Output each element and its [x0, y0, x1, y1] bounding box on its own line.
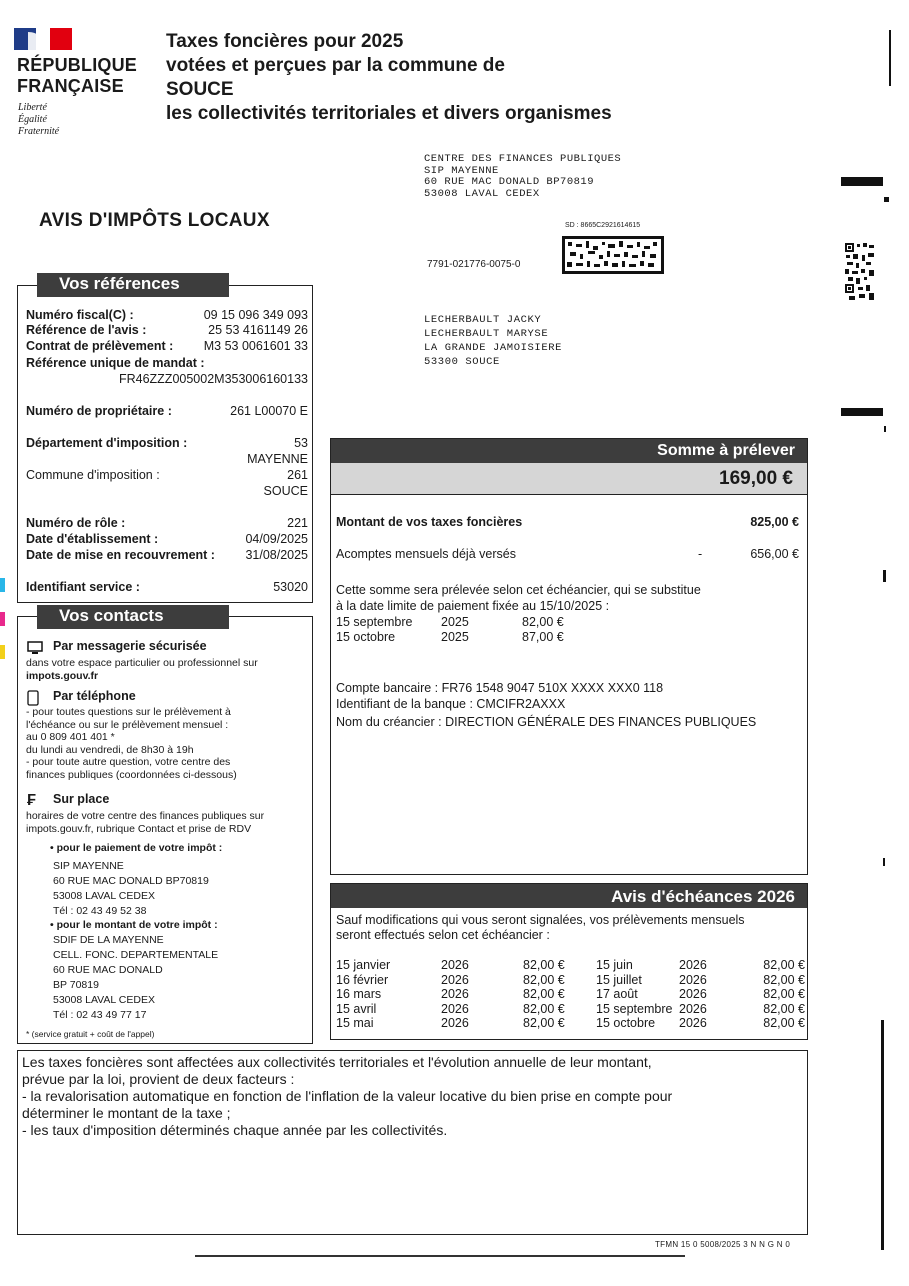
montant-line: 53008 LAVAL CEDEX: [53, 994, 155, 1006]
scan-mark: [884, 197, 889, 202]
montant-line: Tél : 02 43 49 77 17: [53, 1009, 147, 1021]
color-mark: [0, 645, 5, 659]
montant-label: Montant de vos taxes foncières: [336, 515, 523, 529]
scan-mark: [883, 858, 885, 866]
commune-row: [26, 468, 308, 483]
departement-label: Département d'imposition :: [26, 436, 188, 450]
schedule-row: [336, 629, 799, 645]
mandat-row: [26, 356, 308, 371]
recipient-line: LA GRANDE JAMOISIERE: [424, 342, 563, 354]
echeance-date: 16 février: [336, 972, 389, 987]
address-line: CENTRE DES FINANCES PUBLIQUES: [424, 153, 622, 165]
echeance-amount: 82,00 €: [763, 972, 805, 987]
echeance-amount: 82,00 €: [523, 972, 565, 987]
somme-amount: 169,00 €: [331, 463, 807, 495]
title-line: SOUCE: [166, 79, 234, 100]
banque-row: Identifiant de la banque : CMCIFR2AXXX: [336, 697, 566, 711]
color-mark: [0, 612, 5, 626]
title-line: Taxes foncières pour 2025: [166, 31, 404, 52]
echeances-title: Avis d'échéances 2026: [331, 884, 807, 908]
info-box: [17, 1050, 808, 1235]
commune-num: 261: [287, 468, 308, 482]
reference-avis-label: Référence de l'avis :: [26, 323, 147, 337]
commune-label: Commune d'imposition :: [26, 468, 160, 482]
surplace-line: horaires de votre centre des finances publiques sur: [26, 810, 265, 822]
scan-mark: [841, 408, 883, 416]
address-line: 53008 LAVAL CEDEX: [424, 187, 540, 200]
scan-mark: [883, 570, 886, 582]
contrat-label: Contrat de prélèvement :: [26, 339, 174, 353]
marianne-logo: [14, 28, 72, 50]
proprietaire-row: [26, 404, 308, 419]
recipient-line: LECHERBAULT JACKY: [424, 314, 542, 326]
computer-icon: [27, 641, 43, 655]
telephone-line: - pour toutes questions sur le prélèvement à: [26, 706, 231, 718]
title-line: les collectivités territoriales et divers organismes: [166, 103, 612, 124]
schedule-text-line: à la date limite de paiement fixée au 15/10/2025 :: [336, 599, 610, 613]
scan-mark: [884, 426, 886, 432]
etablissement-value: 04/09/2025: [245, 532, 308, 546]
telephone-line: du lundi au vendredi, de 8h30 à 19h: [26, 743, 194, 756]
messagerie-link[interactable]: impots.gouv.fr: [26, 670, 99, 682]
echeance-year: 2026: [679, 972, 707, 987]
echeances-intro-line: Sauf modifications qui vous seront signalées, vos prélèvements mensuels: [336, 913, 745, 927]
echeances-intro: [336, 913, 799, 943]
messagerie-title: Par messagerie sécurisée: [53, 639, 207, 653]
echeance-amount: 82,00 €: [763, 987, 805, 1001]
schedule-year: 2025: [441, 630, 469, 644]
echeance-year: 2026: [441, 972, 469, 987]
departement-name: MAYENNE: [247, 452, 308, 466]
schedule-date: 15 septembre: [336, 615, 413, 629]
surplace-title: Sur place: [53, 792, 110, 806]
motto-egalite: Égalité: [18, 114, 47, 125]
acomptes-value: 656,00 €: [750, 547, 799, 561]
scan-mark: [881, 1020, 884, 1250]
qr-code: [845, 243, 875, 301]
document-title: AVIS D'IMPÔTS LOCAUX: [39, 210, 270, 231]
echeance-year: 2026: [441, 987, 469, 1001]
bank-building-icon: ₣: [27, 792, 36, 809]
footer-rule: [195, 1255, 685, 1257]
role-row: [26, 516, 308, 531]
paiement-line: SIP MAYENNE: [53, 860, 124, 872]
echeance-year: 2026: [679, 1016, 707, 1030]
reference-avis-value: 25 53 4161149 26: [208, 323, 308, 337]
contrat-value: M3 53 0061601 33: [203, 339, 308, 353]
montant-line: CELL. FONC. DEPARTEMENTALE: [53, 949, 219, 961]
echeance-amount: 82,00 €: [523, 987, 565, 1001]
contrat-row: [26, 339, 308, 354]
departement-num: 53: [294, 436, 308, 450]
telephone-info: [26, 706, 306, 781]
recipient-line: 53300 SOUCE: [424, 356, 500, 368]
telephone-title: Par téléphone: [53, 689, 136, 703]
datamatrix-code: [562, 236, 664, 274]
service-row: [26, 580, 308, 595]
messagerie-text: dans votre espace particulier ou professionnel sur: [26, 657, 258, 669]
echeance-year: 2026: [679, 958, 707, 972]
echeance-date: 15 juin: [596, 958, 633, 972]
echeance-amount: 82,00 €: [763, 1016, 805, 1030]
montant-value: 825,00 €: [750, 515, 799, 529]
paiement-line: Tél : 02 43 49 52 38: [53, 905, 147, 917]
montant-line: BP 70819: [53, 979, 99, 991]
republic-line-2: FRANÇAISE: [17, 76, 124, 96]
recouvrement-label: Date de mise en recouvrement :: [26, 548, 215, 562]
echeance-date: 15 mai: [336, 1016, 374, 1030]
echeance-year: 2026: [679, 987, 707, 1001]
motto-fraternite: Fraternité: [18, 126, 60, 137]
somme-title: Somme à prélever: [331, 439, 807, 463]
color-mark: [0, 578, 5, 592]
acomptes-label: Acomptes mensuels déjà versés: [336, 547, 516, 561]
header-title: [166, 30, 612, 126]
echeance-date: 17 août: [596, 987, 638, 1001]
reference-code: 7791-021776-0075-0: [427, 259, 521, 270]
info-line: déterminer le montant de la taxe ;: [22, 1105, 231, 1121]
paiement-title: • pour le paiement de votre impôt :: [50, 842, 223, 854]
republic-line-1: RÉPUBLIQUE: [17, 55, 138, 75]
role-label: Numéro de rôle :: [26, 516, 126, 530]
echeances-box: [330, 883, 808, 1040]
recipient-line: LECHERBAULT MARYSE: [424, 328, 549, 340]
montant-title: • pour le montant de votre impôt :: [50, 919, 218, 931]
echeance-date: 15 janvier: [336, 958, 391, 972]
service-value: 53020: [273, 580, 308, 594]
acomptes-row: [336, 546, 799, 562]
numero-fiscal-row: [26, 308, 308, 323]
role-value: 221: [287, 516, 308, 530]
numero-fiscal-label: Numéro fiscal(C) :: [26, 308, 134, 322]
telephone-line: au 0 809 401 401 *: [26, 731, 115, 743]
etablissement-row: [26, 532, 308, 547]
references-title: Vos références: [37, 273, 229, 297]
telephone-line: - pour toute autre question, votre centre des: [26, 756, 231, 768]
echeance-year: 2026: [441, 1001, 469, 1016]
compte-row: Compte bancaire : FR76 1548 9047 510X XXXX XXX0 118: [336, 681, 664, 695]
telephone-line: finances publiques (coordonnées ci-dessous): [26, 768, 237, 781]
echeance-date: 15 avril: [336, 1001, 377, 1016]
info-text: [22, 1054, 801, 1139]
schedule-date: 15 octobre: [336, 630, 396, 644]
echeances-intro-line: seront effectués selon cet échéancier :: [336, 928, 550, 942]
echeance-date: 15 juillet: [596, 972, 642, 987]
paiement-line: 53008 LAVAL CEDEX: [53, 890, 155, 902]
address-line: SIP MAYENNE: [424, 164, 499, 177]
acomptes-sign: -: [698, 547, 703, 561]
creancier-row: Nom du créancier : DIRECTION GÉNÉRALE DES FINANCES PUBLIQUES: [336, 715, 757, 729]
commune-name: SOUCE: [263, 484, 308, 498]
scan-mark: [889, 30, 891, 86]
phone-icon: [27, 690, 39, 706]
sender-address: [424, 154, 621, 200]
info-line: Les taxes foncières sont affectées aux collectivités territoriales et l'évolution annuelle de leur montant,: [22, 1054, 652, 1070]
numero-fiscal-value: 09 15 096 349 093: [203, 308, 308, 322]
schedule-row: [336, 614, 799, 630]
echeance-amount: 82,00 €: [523, 958, 565, 972]
echeance-amount: 82,00 €: [523, 1001, 565, 1016]
info-line: - les taux d'imposition déterminés chaque année par les collectivités.: [22, 1122, 448, 1138]
republic-name: [17, 55, 137, 97]
echeance-year: 2026: [679, 1001, 707, 1016]
paiement-line: 60 RUE MAC DONALD BP70819: [53, 875, 209, 887]
etablissement-label: Date d'établissement :: [26, 532, 159, 546]
schedule-text-line: Cette somme sera prélevée selon cet échéancier, qui se substitue: [336, 583, 701, 597]
scan-mark: [841, 177, 883, 186]
schedule-text: [336, 582, 799, 614]
echeance-year: 2026: [441, 958, 469, 972]
surplace-line: impots.gouv.fr, rubrique Contact et prise de RDV: [26, 822, 252, 835]
echeance-amount: 82,00 €: [763, 1001, 805, 1016]
echeance-year: 2026: [441, 1016, 469, 1030]
address-line: 60 RUE MAC DONALD BP70819: [424, 176, 595, 188]
echeance-date: 15 octobre: [596, 1016, 656, 1030]
schedule-year: 2025: [441, 615, 469, 629]
montant-line: SDIF DE LA MAYENNE: [53, 934, 164, 946]
montant-line: 60 RUE MAC DONALD: [53, 964, 163, 976]
recouvrement-row: [26, 548, 308, 563]
footnote: * (service gratuit + coût de l'appel): [26, 1029, 155, 1039]
surplace-info: [26, 810, 264, 835]
service-label: Identifiant service :: [26, 580, 140, 594]
montant-address: [53, 933, 218, 1023]
recipient-address: [424, 313, 562, 369]
recouvrement-value: 31/08/2025: [245, 548, 308, 562]
echeance-date: 16 mars: [336, 987, 382, 1001]
echeance-amount: 82,00 €: [523, 1016, 565, 1030]
paiement-address: [53, 859, 209, 919]
republic-motto: [18, 102, 59, 138]
contacts-title: Vos contacts: [37, 605, 229, 629]
mandat-label: Référence unique de mandat :: [26, 356, 205, 370]
somme-box: [330, 438, 808, 875]
montant-row: [336, 514, 799, 530]
proprietaire-label: Numéro de propriétaire :: [26, 404, 172, 418]
motto-liberte: Liberté: [18, 102, 47, 113]
departement-row: [26, 436, 308, 451]
proprietaire-value: 261 L00070 E: [230, 404, 308, 418]
schedule-amount: 82,00 €: [522, 615, 564, 629]
footer-code: TFMN 15 0 5008/2025 3 N N G N 0: [655, 1240, 791, 1249]
mandat-value: FR46ZZZ005002M353006160133: [118, 372, 308, 386]
title-line: votées et perçues par la commune de: [166, 55, 505, 76]
echeance-amount: 82,00 €: [763, 958, 805, 972]
info-line: - la revalorisation automatique en fonction de l'inflation de la valeur locative du bien prise en compte pour: [22, 1088, 673, 1104]
reference-avis-row: [26, 323, 308, 338]
echeance-date: 15 septembre: [596, 1001, 673, 1016]
sd-code: SD : 8665C2921614615: [565, 222, 641, 229]
info-line: prévue par la loi, provient de deux facteurs :: [22, 1071, 295, 1087]
schedule-amount: 87,00 €: [522, 630, 564, 644]
telephone-line: l'échéance ou sur le prélèvement mensuel :: [26, 718, 229, 731]
